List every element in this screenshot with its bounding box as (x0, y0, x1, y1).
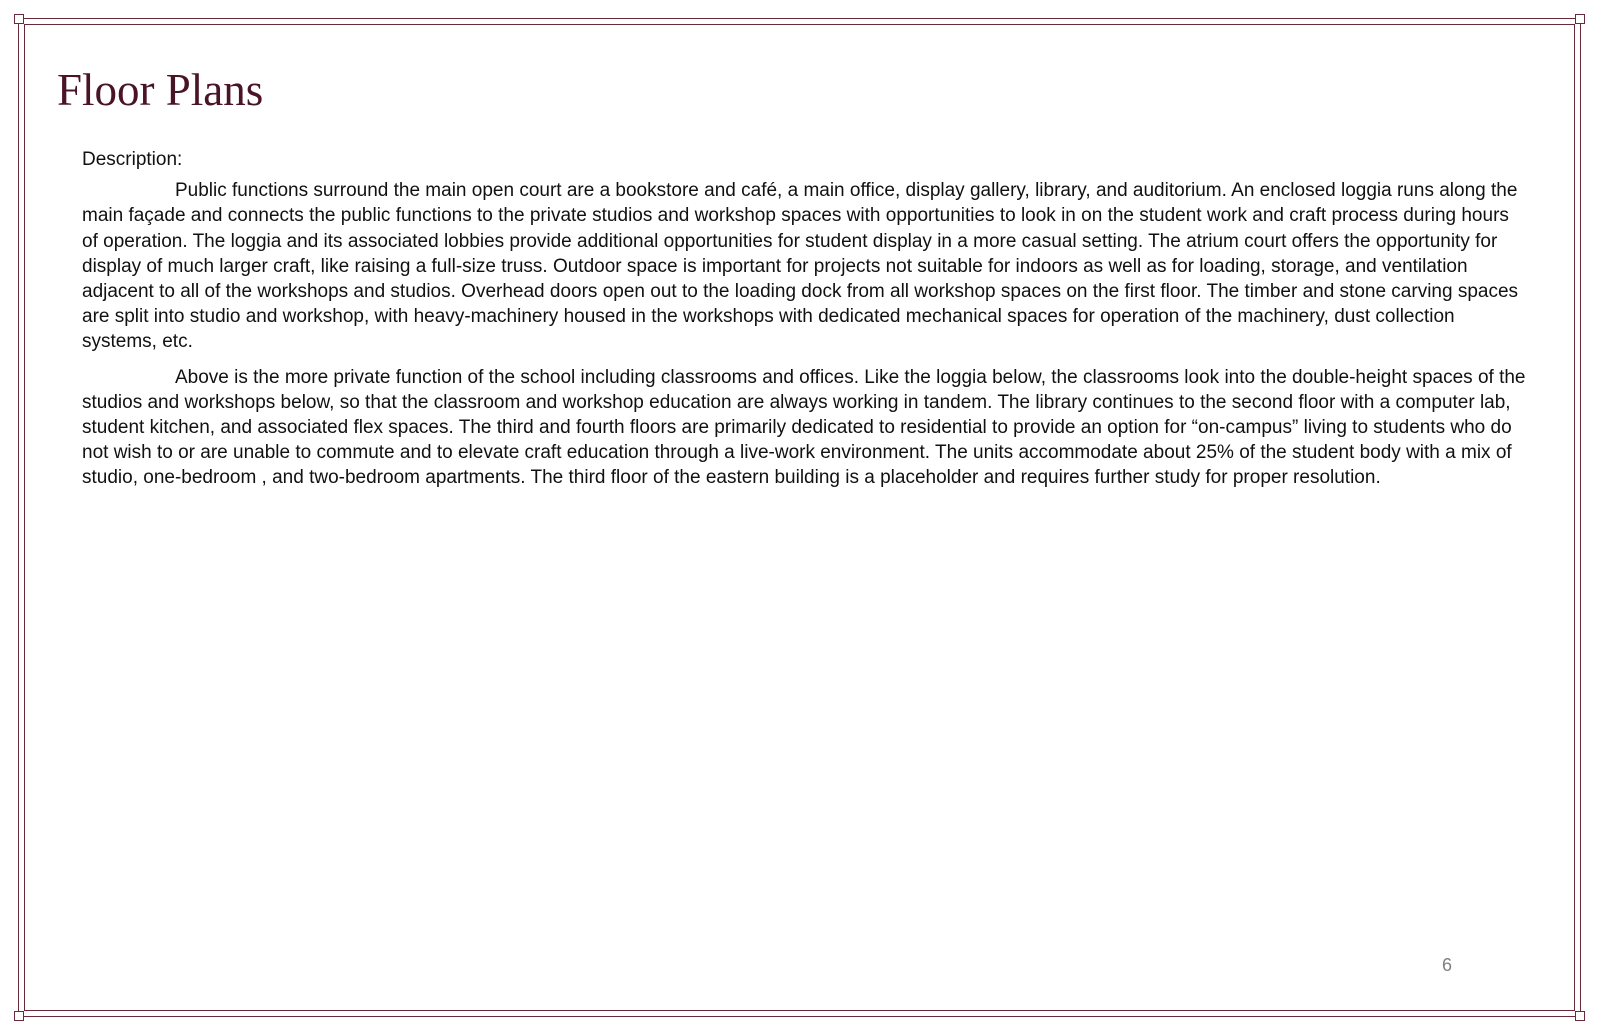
border-corner-top-left (14, 14, 24, 24)
description-paragraph-1: Public functions surround the main open court are a bookstore and café, a main office, display gallery, library, and auditorium. An enclosed loggia runs along the main façade and connects the public functions to the private studios and workshop spaces with opportunities to look in on the student work and craft process during hours of operation. The loggia and its associated lobbies provide additional opportunities for student display in a more casual setting. The atrium court offers the opportunity for display of much larger craft, like raising a full-size truss. Outdoor space is important for projects not suitable for indoors as well as for loading, storage, and ventilation adjacent to all of the workshops and studios. Overhead doors open out to the loading dock from all workshop spaces on the first floor. The timber and stone carving spaces are split into studio and workshop, with heavy-machinery housed in the workshops with dedicated mechanical spaces for operation of the machinery, dust collection systems, etc. (82, 180, 1519, 353)
description-label: Description: (82, 149, 183, 170)
description-paragraph-2: Above is the more private function of the school including classrooms and offices. Like the loggia below, the classrooms look into the double-height spaces of the studios and workshops below, so that the classroom and workshop education are always working in tandem. The library continues to the second floor with a computer lab, student kitchen, and associated flex spaces. The third and fourth floors are primarily dedicated to residential to provide an option for “on-campus” living to students who do not wish to or are unable to commute and to elevate craft education through a live-work environment. The units accommodate about 25% of the student body with a mix of studio, one-bedroom , and two-bedroom apartments. The third floor of the eastern building is a placeholder and requires further study for proper resolution. (82, 366, 1526, 489)
slide-title: Floor Plans (57, 65, 264, 115)
border-corner-top-right (1575, 14, 1585, 24)
border-corner-bottom-right (1575, 1011, 1585, 1021)
page-number: 6 (1441, 955, 1452, 975)
slide-body (82, 147, 1527, 501)
border-corner-bottom-left (14, 1011, 24, 1021)
